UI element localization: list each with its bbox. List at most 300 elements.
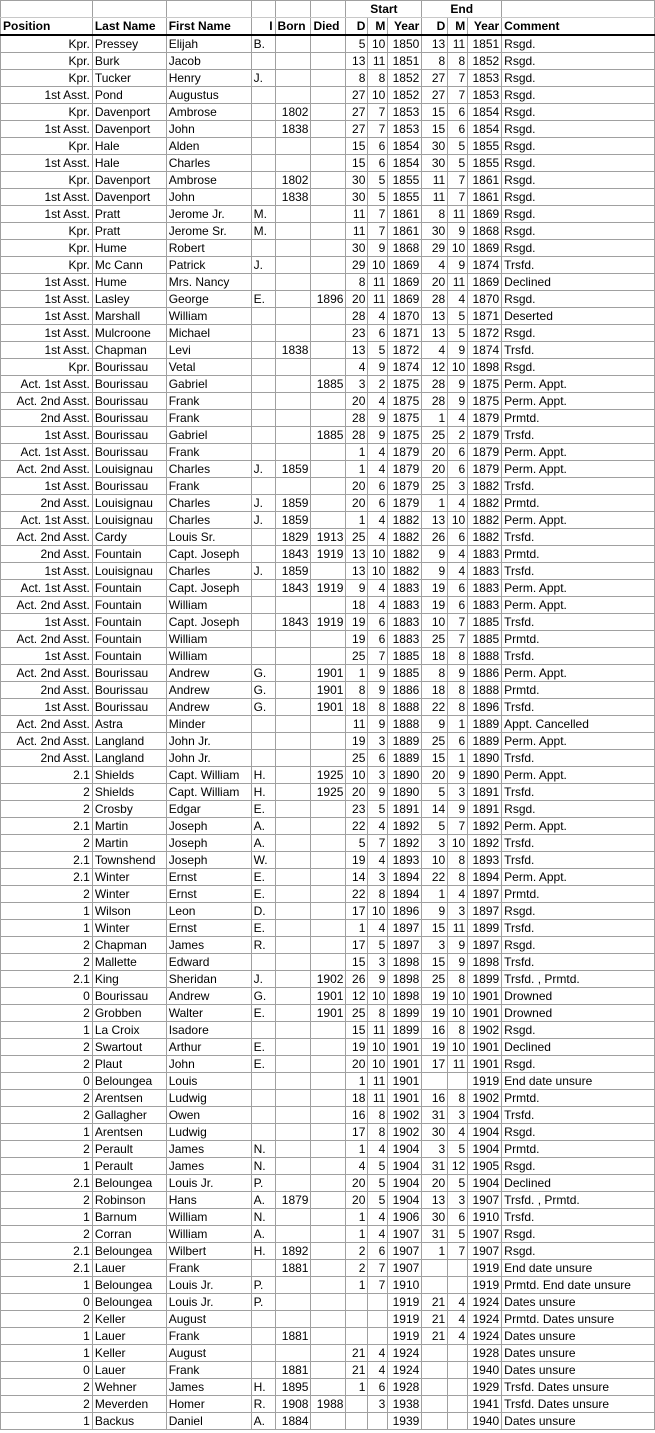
cell-last-name: Winter [92,920,166,937]
cell-end-month: 11 [448,206,468,223]
cell-end-year: 1874 [468,257,502,274]
cell-born: 1838 [275,121,311,138]
cell-start-year: 1869 [388,274,422,291]
table-row [1,886,655,903]
cell-comment: Perm. Appt. [502,597,655,614]
cell-start-year: 1906 [388,1209,422,1226]
cell-start-month: 8 [368,1005,388,1022]
cell-initial [251,954,275,971]
cell-end-month: 9 [448,767,468,784]
cell-start-month: 6 [368,495,388,512]
cell-end-day: 8 [422,665,448,682]
cell-first-name: Joseph [166,818,251,835]
cell-start-month: 5 [368,937,388,954]
cell-last-name: La Croix [92,1022,166,1039]
cell-died [311,954,346,971]
cell-start-year: 1898 [388,954,422,971]
cell-start-year: 1924 [388,1345,422,1362]
cell-end-day: 8 [422,53,448,70]
cell-end-year: 1897 [468,937,502,954]
cell-end-day: 1 [422,495,448,512]
cell-start-month: 4 [368,1226,388,1243]
cell-died [311,172,346,189]
cell-end-month: 4 [448,291,468,308]
table-row [1,801,655,818]
cell-start-year: 1892 [388,818,422,835]
cell-end-year: 1872 [468,325,502,342]
cell-position: Act. 2nd Asst. [1,393,93,410]
cell-died: 1885 [311,427,346,444]
cell-end-year: 1883 [468,580,502,597]
cell-born [275,682,311,699]
cell-first-name: Capt. Joseph [166,546,251,563]
cell-end-year: 1882 [468,478,502,495]
cell-start-day: 11 [346,716,368,733]
cell-born: 1859 [275,512,311,529]
cell-start-day: 30 [346,172,368,189]
table-row [1,1039,655,1056]
cell-end-day: 20 [422,767,448,784]
cell-start-day: 19 [346,852,368,869]
cell-end-day: 25 [422,427,448,444]
cell-last-name: Townshend [92,852,166,869]
table-row [1,597,655,614]
table-row [1,70,655,87]
cell-start-month: 5 [368,172,388,189]
cell-died [311,35,346,53]
cell-first-name: Edward [166,954,251,971]
cell-end-day: 3 [422,937,448,954]
cell-last-name: Crosby [92,801,166,818]
cell-end-year: 1907 [468,1192,502,1209]
cell-start-year: 1907 [388,1260,422,1277]
cell-initial: M. [251,206,275,223]
cell-initial: E. [251,869,275,886]
table-row [1,750,655,767]
cell-end-year: 1896 [468,699,502,716]
cell-end-day: 15 [422,750,448,767]
cell-start-day: 20 [346,1056,368,1073]
cell-end-year: 1904 [468,1141,502,1158]
cell-initial [251,104,275,121]
cell-start-month: 10 [368,546,388,563]
cell-end-year: 1897 [468,886,502,903]
cell-position: Kpr. [1,35,93,53]
cell-comment: Perm. Appt. [502,393,655,410]
cell-end-month: 9 [448,342,468,359]
cell-died [311,495,346,512]
cell-initial: P. [251,1294,275,1311]
cell-born: 1843 [275,546,311,563]
cell-last-name: Swartout [92,1039,166,1056]
cell-end-month: 7 [448,614,468,631]
cell-first-name: James [166,1158,251,1175]
cell-position: 2.1 [1,852,93,869]
cell-initial [251,342,275,359]
cell-position: Kpr. [1,138,93,155]
table-row [1,631,655,648]
cell-first-name: Ambrose [166,104,251,121]
cell-end-year: 1888 [468,648,502,665]
cell-end-month: 4 [448,886,468,903]
cell-died [311,393,346,410]
cell-died [311,121,346,138]
cell-start-year: 1869 [388,257,422,274]
cell-end-month: 7 [448,87,468,104]
table-row [1,818,655,835]
cell-end-year: 1904 [468,1124,502,1141]
table-body [1,1,655,1430]
cell-born: 1829 [275,529,311,546]
cell-start-month: 7 [368,1260,388,1277]
cell-start-month: 6 [368,631,388,648]
cell-start-year: 1883 [388,614,422,631]
cell-start-day: 27 [346,87,368,104]
cell-start-month: 10 [368,35,388,53]
cell-end-year: 1883 [468,546,502,563]
cell-end-year: 1899 [468,920,502,937]
cell-died [311,461,346,478]
cell-start-day: 11 [346,223,368,240]
cell-position: Act. 2nd Asst. [1,597,93,614]
cell-start-year: 1904 [388,1141,422,1158]
cell-end-month: 12 [448,1158,468,1175]
table-row [1,155,655,172]
cell-end-day: 18 [422,648,448,665]
cell-start-year: 1897 [388,920,422,937]
cell-end-year: 1853 [468,87,502,104]
cell-comment: Prmtd. [502,631,655,648]
cell-died [311,223,346,240]
table-row [1,954,655,971]
cell-comment: Rsgd. [502,35,655,53]
cell-born [275,155,311,172]
cell-initial: H. [251,1379,275,1396]
cell-start-month: 9 [368,784,388,801]
cell-died: 1919 [311,546,346,563]
cell-died [311,1124,346,1141]
cell-last-name: Beloungea [92,1243,166,1260]
cell-first-name: James [166,1379,251,1396]
cell-position: 2.1 [1,767,93,784]
cell-start-day: 19 [346,614,368,631]
cell-start-month: 7 [368,121,388,138]
cell-died [311,1107,346,1124]
cell-start-day: 13 [346,546,368,563]
cell-end-month: 4 [448,1124,468,1141]
cell-end-month: 10 [448,240,468,257]
cell-first-name: John [166,1056,251,1073]
cell-position: 2nd Asst. [1,682,93,699]
cell-initial [251,1022,275,1039]
cell-start-day: 17 [346,1124,368,1141]
cell-end-day: 16 [422,1022,448,1039]
cell-position: 1 [1,1277,93,1294]
cell-start-day: 2 [346,1243,368,1260]
table-row [1,1260,655,1277]
cell-born [275,852,311,869]
cell-position: 2 [1,784,93,801]
cell-last-name: Pratt [92,206,166,223]
cell-born [275,818,311,835]
cell-start-day [346,1328,368,1345]
cell-comment: Perm. Appt. [502,461,655,478]
cell-initial: G. [251,665,275,682]
cell-start-month: 11 [368,53,388,70]
cell-died [311,1226,346,1243]
cell-end-day: 30 [422,155,448,172]
cell-end-month: 4 [448,1328,468,1345]
cell-first-name: Charles [166,563,251,580]
table-row [1,937,655,954]
cell-last-name: Meverden [92,1396,166,1413]
cell-position: 1st Asst. [1,121,93,138]
cell-last-name: Hale [92,155,166,172]
cell-start-day: 11 [346,206,368,223]
cell-end-day: 4 [422,342,448,359]
cell-end-month: 8 [448,53,468,70]
cell-comment: Perm. Appt. [502,665,655,682]
cell-last-name: Gallagher [92,1107,166,1124]
cell-born: 1838 [275,189,311,206]
cell-end-month: 4 [448,1294,468,1311]
cell-start-month: 10 [368,563,388,580]
cell-died [311,308,346,325]
cell-position: 0 [1,1362,93,1379]
cell-end-day: 30 [422,1209,448,1226]
cell-start-year: 1897 [388,937,422,954]
cell-start-month: 10 [368,87,388,104]
cell-last-name: Robinson [92,1192,166,1209]
cell-born [275,1107,311,1124]
cell-start-year: 1893 [388,852,422,869]
cell-end-day [422,1345,448,1362]
cell-initial [251,1107,275,1124]
cell-start-day: 3 [346,376,368,393]
cell-first-name: Andrew [166,988,251,1005]
cell-first-name: William [166,597,251,614]
cell-born [275,597,311,614]
cell-comment: Trsfd. [502,1107,655,1124]
cell-start-day: 27 [346,104,368,121]
cell-comment: Rsgd. [502,104,655,121]
end-group-header: End [422,1,502,18]
cell-end-year: 1852 [468,53,502,70]
cell-died [311,342,346,359]
cell-initial: R. [251,937,275,954]
cell-initial [251,393,275,410]
cell-last-name: Louisignau [92,495,166,512]
table-row [1,1022,655,1039]
cell-initial: E. [251,1005,275,1022]
cell-first-name: Frank [166,478,251,495]
cell-died [311,512,346,529]
cell-start-year: 1928 [388,1379,422,1396]
cell-start-year: 1896 [388,903,422,920]
cell-position: 2nd Asst. [1,546,93,563]
cell-end-year: 1874 [468,342,502,359]
cell-last-name: Bourissau [92,393,166,410]
cell-end-month: 6 [448,1209,468,1226]
cell-comment: Rsgd. [502,87,655,104]
table-row [1,308,655,325]
cell-comment: Dates unsure [502,1413,655,1430]
cell-first-name: Leon [166,903,251,920]
cell-end-year: 1904 [468,1175,502,1192]
cell-start-day: 1 [346,1209,368,1226]
cell-end-day: 10 [422,852,448,869]
cell-initial: W. [251,852,275,869]
cell-end-day: 21 [422,1294,448,1311]
cell-born [275,393,311,410]
cell-position: 2.1 [1,971,93,988]
cell-end-month: 4 [448,495,468,512]
cell-end-month: 8 [448,682,468,699]
cell-born [275,257,311,274]
cell-position: 1st Asst. [1,699,93,716]
cell-initial [251,444,275,461]
cell-last-name: Perault [92,1158,166,1175]
cell-start-month: 7 [368,104,388,121]
col-header-initial: I [251,18,275,36]
cell-initial: N. [251,1158,275,1175]
cell-first-name: Charles [166,512,251,529]
cell-start-day: 1 [346,665,368,682]
cell-died [311,1311,346,1328]
cell-end-year: 1892 [468,835,502,852]
cell-first-name: John [166,121,251,138]
cell-died [311,359,346,376]
cell-start-year: 1879 [388,478,422,495]
cell-end-year: 1861 [468,189,502,206]
cell-died [311,818,346,835]
cell-first-name: Frank [166,1328,251,1345]
cell-start-day: 28 [346,308,368,325]
table-row [1,35,655,53]
cell-first-name: Michael [166,325,251,342]
cell-start-year: 1850 [388,35,422,53]
cell-first-name: Patrick [166,257,251,274]
cell-end-month: 7 [448,70,468,87]
cell-initial [251,410,275,427]
cell-end-day: 28 [422,376,448,393]
cell-end-day [422,1396,448,1413]
cell-end-year: 1885 [468,631,502,648]
cell-initial: J. [251,70,275,87]
cell-end-year: 1879 [468,427,502,444]
cell-born [275,954,311,971]
cell-end-day: 1 [422,410,448,427]
cell-position: Act. 2nd Asst. [1,631,93,648]
cell-last-name: Davenport [92,121,166,138]
cell-start-day: 1 [346,1073,368,1090]
cell-initial [251,733,275,750]
cell-start-year: 1904 [388,1192,422,1209]
cell-end-day: 15 [422,920,448,937]
cell-start-month: 5 [368,189,388,206]
cell-end-year: 1868 [468,223,502,240]
table-row [1,444,655,461]
cell-start-year: 1899 [388,1022,422,1039]
cell-start-month: 4 [368,529,388,546]
cell-end-day: 29 [422,240,448,257]
cell-initial: E. [251,291,275,308]
cell-comment: Rsgd. [502,801,655,818]
cell-comment: Rsgd. [502,1022,655,1039]
cell-position: 2 [1,1311,93,1328]
cell-end-year: 1941 [468,1396,502,1413]
cell-end-day: 9 [422,546,448,563]
table-row [1,716,655,733]
cell-end-day: 31 [422,1158,448,1175]
cell-position: 2 [1,1141,93,1158]
cell-died [311,155,346,172]
cell-end-day: 27 [422,70,448,87]
cell-end-day: 30 [422,1124,448,1141]
cell-first-name: Vetal [166,359,251,376]
cell-last-name: Bourissau [92,427,166,444]
cell-comment: Rsgd. [502,240,655,257]
cell-start-day: 15 [346,1022,368,1039]
table-row [1,1328,655,1345]
cell-initial [251,325,275,342]
cell-last-name: Bourissau [92,478,166,495]
cell-end-day [422,1413,448,1430]
cell-born [275,767,311,784]
cell-comment: Prmtd. [502,410,655,427]
cell-comment: Trsfd. [502,478,655,495]
cell-end-month: 1 [448,750,468,767]
cell-start-month: 9 [368,971,388,988]
cell-born [275,1294,311,1311]
cell-end-day: 5 [422,818,448,835]
cell-start-day [346,1396,368,1413]
cell-end-day: 25 [422,733,448,750]
cell-start-year: 1907 [388,1243,422,1260]
cell-last-name: Burk [92,53,166,70]
cell-initial [251,155,275,172]
cell-last-name: Fountain [92,631,166,648]
cell-born [275,1141,311,1158]
cell-end-month: 6 [448,580,468,597]
cell-end-day: 19 [422,580,448,597]
cell-first-name: Joseph [166,835,251,852]
cell-end-year: 1890 [468,750,502,767]
cell-first-name: Frank [166,1362,251,1379]
cell-died [311,478,346,495]
cell-position: 1 [1,1124,93,1141]
cell-last-name: Pond [92,87,166,104]
cell-died [311,1413,346,1430]
cell-first-name: Robert [166,240,251,257]
cell-end-year: 1891 [468,784,502,801]
cell-first-name: August [166,1311,251,1328]
cell-position: 1st Asst. [1,206,93,223]
cell-born [275,427,311,444]
cell-start-year: 1882 [388,512,422,529]
table-row [1,1345,655,1362]
col-header-last-name: Last Name [92,18,166,36]
cell-comment: Drowned [502,1005,655,1022]
cell-position: Act. 1st Asst. [1,580,93,597]
cell-end-month: 11 [448,35,468,53]
cell-start-year: 1898 [388,988,422,1005]
cell-first-name: Jerome Sr. [166,223,251,240]
cell-initial [251,546,275,563]
cell-start-day: 15 [346,138,368,155]
cell-first-name: Ludwig [166,1090,251,1107]
cell-last-name: Fountain [92,597,166,614]
